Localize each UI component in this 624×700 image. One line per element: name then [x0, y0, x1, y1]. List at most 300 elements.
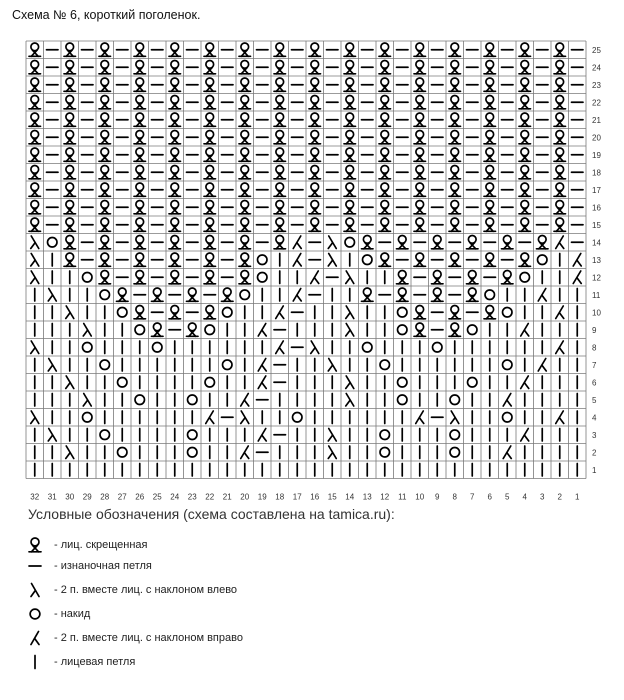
row-number-label: 8 — [592, 343, 597, 353]
stitch-twisted — [519, 131, 531, 144]
stitch-twisted — [519, 113, 531, 126]
column-number-label: 7 — [470, 492, 475, 500]
stitch-twisted — [134, 236, 146, 249]
stitch-yarn_over — [398, 378, 407, 387]
stitch-twisted — [64, 113, 76, 126]
stitch-twisted — [484, 96, 496, 109]
stitch-twisted — [64, 148, 76, 161]
column-number-label: 32 — [30, 492, 40, 500]
stitch-twisted — [274, 148, 286, 161]
stitch-twisted — [169, 218, 181, 231]
row-number-label: 22 — [592, 98, 601, 108]
stitch-dec_right — [556, 306, 564, 319]
stitch-yarn_over — [223, 308, 232, 317]
legend-item-purl — [26, 556, 152, 576]
stitch-twisted — [169, 306, 181, 319]
stitch-twisted — [414, 148, 426, 161]
stitch-twisted — [554, 183, 566, 196]
column-number-label: 1 — [575, 492, 580, 500]
stitch-dec_right — [521, 324, 529, 337]
stitch-twisted — [309, 166, 321, 179]
column-number-label: 2 — [557, 492, 562, 500]
stitch-dec_right — [293, 289, 301, 302]
stitch-twisted — [554, 148, 566, 161]
stitch-twisted — [274, 166, 286, 179]
stitch-dec_left — [451, 411, 459, 424]
stitch-twisted — [414, 253, 426, 266]
stitch-twisted — [169, 96, 181, 109]
column-number-label: 13 — [362, 492, 372, 500]
row-number-label: 12 — [592, 273, 601, 283]
column-number-label: 27 — [117, 492, 127, 500]
stitch-twisted — [414, 131, 426, 144]
stitch-twisted — [99, 61, 111, 74]
stitch-twisted — [362, 288, 374, 301]
row-number-label: 9 — [592, 325, 597, 335]
stitch-twisted — [449, 183, 461, 196]
column-number-label: 9 — [435, 492, 440, 500]
purl-stitch-icon — [26, 556, 44, 576]
stitch-twisted — [414, 78, 426, 91]
stitch-twisted — [99, 218, 111, 231]
stitch-twisted — [134, 183, 146, 196]
stitch-twisted — [414, 218, 426, 231]
stitch-twisted — [169, 253, 181, 266]
stitch-dec_right — [258, 429, 266, 442]
stitch-twisted — [239, 96, 251, 109]
stitch-twisted — [484, 166, 496, 179]
stitch-dec_right — [258, 359, 266, 372]
stitch-yarn_over — [223, 360, 232, 369]
stitch-dec_right — [521, 429, 529, 442]
stitch-twisted — [169, 236, 181, 249]
row-number-label: 24 — [592, 63, 601, 73]
stitch-twisted — [64, 201, 76, 214]
stitch-twisted — [414, 306, 426, 319]
stitch-twisted — [64, 236, 76, 249]
stitch-dec_right — [293, 236, 301, 249]
column-number-label: 23 — [187, 492, 197, 500]
stitch-twisted — [309, 78, 321, 91]
legend-text-dec-left: - 2 п. вместе лиц. с наклоном влево — [54, 584, 238, 596]
stitch-twisted — [64, 78, 76, 91]
stitch-yarn_over — [520, 273, 529, 282]
stitch-twisted — [274, 201, 286, 214]
stitch-dec_right — [241, 394, 249, 407]
stitch-twisted — [502, 236, 514, 249]
stitch-twisted — [484, 113, 496, 126]
stitch-twisted — [169, 183, 181, 196]
stitch-twisted — [239, 253, 251, 266]
stitch-twisted — [169, 43, 181, 56]
stitch-yarn_over — [205, 325, 214, 334]
stitch-yarn_over — [380, 430, 389, 439]
chart-row-4 — [31, 411, 578, 424]
stitch-yarn_over — [503, 413, 512, 422]
stitch-twisted — [519, 78, 531, 91]
stitch-dec_left — [66, 306, 74, 319]
stitch-twisted — [519, 218, 531, 231]
stitch-twisted — [344, 43, 356, 56]
stitch-twisted — [502, 271, 514, 284]
stitch-yarn_over — [48, 238, 57, 247]
stitch-twisted — [99, 96, 111, 109]
stitch-twisted — [414, 96, 426, 109]
stitch-yarn_over — [485, 290, 494, 299]
stitch-yarn_over — [188, 430, 197, 439]
stitch-twisted — [554, 166, 566, 179]
stitch-dec_right — [573, 271, 581, 284]
legend-item-dec-right — [26, 628, 243, 648]
column-number-label: 10 — [415, 492, 425, 500]
stitch-yarn_over — [240, 290, 249, 299]
column-number-label: 21 — [222, 492, 232, 500]
stitch-twisted — [169, 148, 181, 161]
stitch-twisted — [239, 236, 251, 249]
stitch-twisted — [29, 96, 41, 109]
stitch-twisted — [432, 236, 444, 249]
page-title: Схема № 6, короткий поголенок. — [12, 8, 201, 22]
stitch-twisted — [222, 288, 234, 301]
stitch-twisted — [344, 148, 356, 161]
stitch-twisted — [204, 271, 216, 284]
row-number-label: 20 — [592, 133, 601, 143]
stitch-dec_left — [48, 289, 56, 302]
stitch-twisted — [397, 288, 409, 301]
stitch-twisted — [169, 78, 181, 91]
stitch-twisted — [467, 271, 479, 284]
stitch-dec_right — [258, 376, 266, 389]
stitch-dec_left — [31, 254, 39, 267]
stitch-twisted — [239, 131, 251, 144]
stitch-twisted — [64, 61, 76, 74]
stitch-dec_left — [328, 446, 336, 459]
stitch-twisted — [519, 61, 531, 74]
stitch-yarn_over — [468, 325, 477, 334]
stitch-dec_right — [241, 446, 249, 459]
stitch-twisted — [239, 201, 251, 214]
stitch-twisted — [152, 323, 164, 336]
stitch-twisted — [344, 78, 356, 91]
stitch-twisted — [29, 201, 41, 214]
stitch-dec_left — [346, 376, 354, 389]
stitch-dec_left — [328, 236, 336, 249]
stitch-dec_left — [31, 411, 39, 424]
stitch-twisted — [414, 323, 426, 336]
stitch-twisted — [519, 166, 531, 179]
stitch-dec_right — [503, 394, 511, 407]
stitch-twisted — [344, 166, 356, 179]
stitch-twisted — [519, 201, 531, 214]
stitch-twisted — [117, 288, 129, 301]
row-number-label: 19 — [592, 150, 601, 160]
stitch-dec_right — [293, 254, 301, 267]
row-number-label: 3 — [592, 430, 597, 440]
stitch-twisted — [29, 218, 41, 231]
stitch-twisted — [169, 131, 181, 144]
column-number-label: 22 — [205, 492, 215, 500]
stitch-twisted — [379, 148, 391, 161]
stitch-twisted — [309, 201, 321, 214]
stitch-dec_right — [538, 359, 546, 372]
stitch-dec_left — [83, 394, 91, 407]
stitch-twisted — [169, 271, 181, 284]
stitch-yarn_over — [345, 238, 354, 247]
stitch-twisted — [379, 183, 391, 196]
stitch-twisted — [187, 323, 199, 336]
stitch-twisted — [449, 218, 461, 231]
stitch-twisted — [449, 253, 461, 266]
stitch-yarn_over — [118, 378, 127, 387]
stitch-yarn_over — [153, 343, 162, 352]
stitch-twisted — [414, 61, 426, 74]
stitch-dec_left — [66, 446, 74, 459]
stitch-twisted — [484, 43, 496, 56]
row-number-label: 23 — [592, 80, 601, 90]
column-number-label: 4 — [522, 492, 527, 500]
stitch-twisted — [467, 236, 479, 249]
stitch-twisted — [484, 201, 496, 214]
stitch-twisted — [344, 131, 356, 144]
stitch-twisted — [64, 131, 76, 144]
stitch-yarn_over — [538, 255, 547, 264]
stitch-yarn_over — [188, 395, 197, 404]
stitch-dec_left — [311, 341, 319, 354]
stitch-twisted — [554, 96, 566, 109]
column-number-label: 11 — [398, 492, 407, 500]
stitch-twisted — [204, 148, 216, 161]
stitch-twisted — [204, 96, 216, 109]
stitch-twisted — [449, 201, 461, 214]
stitch-twisted — [134, 218, 146, 231]
stitch-yarn_over — [363, 343, 372, 352]
stitch-dec_right — [276, 306, 284, 319]
stitch-yarn_over — [398, 325, 407, 334]
stitch-twisted — [99, 201, 111, 214]
stitch-dec_left — [346, 394, 354, 407]
stitch-twisted — [379, 201, 391, 214]
stitch-twisted — [64, 43, 76, 56]
stitch-yarn_over — [450, 430, 459, 439]
legend-item-yarn-over — [26, 604, 90, 624]
column-number-label: 16 — [310, 492, 320, 500]
stitch-twisted — [99, 253, 111, 266]
stitch-twisted — [484, 131, 496, 144]
stitch-twisted — [274, 113, 286, 126]
yarn-over-icon — [26, 604, 44, 624]
stitch-twisted — [204, 236, 216, 249]
stitch-yarn_over — [100, 360, 109, 369]
stitch-twisted — [239, 43, 251, 56]
column-number-label: 3 — [540, 492, 545, 500]
column-number-label: 19 — [257, 492, 267, 500]
stitch-twisted — [554, 218, 566, 231]
stitch-twisted — [379, 43, 391, 56]
stitch-dec_right — [556, 411, 564, 424]
stitch-twisted — [554, 43, 566, 56]
stitch-dec_right — [206, 411, 214, 424]
stitch-twisted — [204, 253, 216, 266]
stitch-dec_left — [66, 376, 74, 389]
stitch-twisted — [169, 201, 181, 214]
stitch-twisted — [29, 183, 41, 196]
stitch-twisted — [309, 218, 321, 231]
stitch-dec_left — [241, 411, 249, 424]
stitch-twisted — [99, 271, 111, 284]
twisted-stitch-icon — [26, 535, 44, 555]
stitch-twisted — [239, 218, 251, 231]
stitch-twisted — [344, 113, 356, 126]
row-number-label: 5 — [592, 395, 597, 405]
stitch-twisted — [134, 271, 146, 284]
stitch-twisted — [274, 61, 286, 74]
stitch-dec_left — [328, 254, 336, 267]
stitch-twisted — [204, 131, 216, 144]
stitch-twisted — [379, 96, 391, 109]
stitch-twisted — [379, 113, 391, 126]
stitch-twisted — [449, 131, 461, 144]
stitch-dec_right — [258, 324, 266, 337]
stitch-dec_right — [538, 289, 546, 302]
stitch-twisted — [204, 218, 216, 231]
column-number-label: 17 — [292, 492, 302, 500]
stitch-twisted — [239, 271, 251, 284]
stitch-twisted — [467, 288, 479, 301]
stitch-twisted — [449, 78, 461, 91]
stitch-twisted — [274, 236, 286, 249]
stitch-twisted — [309, 183, 321, 196]
stitch-twisted — [64, 183, 76, 196]
column-number-label: 12 — [380, 492, 390, 500]
stitch-yarn_over — [188, 448, 197, 457]
stitch-twisted — [414, 183, 426, 196]
legend-text-knit: - лицевая петля — [54, 656, 136, 668]
row-number-label: 16 — [592, 203, 601, 213]
stitch-twisted — [274, 78, 286, 91]
column-number-label: 25 — [152, 492, 162, 500]
stitch-yarn_over — [450, 395, 459, 404]
knit-stitch-icon — [26, 652, 44, 672]
legend-title: Условные обозначения (схема составлена на tamica.ru): — [28, 506, 395, 522]
stitch-twisted — [432, 288, 444, 301]
stitch-twisted — [449, 148, 461, 161]
stitch-twisted — [414, 201, 426, 214]
stitch-twisted — [169, 113, 181, 126]
stitch-twisted — [414, 166, 426, 179]
stitch-twisted — [134, 96, 146, 109]
stitch-twisted — [29, 61, 41, 74]
stitch-twisted — [449, 113, 461, 126]
stitch-twisted — [484, 148, 496, 161]
stitch-twisted — [309, 131, 321, 144]
stitch-twisted — [134, 43, 146, 56]
stitch-twisted — [99, 131, 111, 144]
stitch-twisted — [29, 78, 41, 91]
row-number-label: 11 — [592, 290, 601, 300]
stitch-twisted — [432, 271, 444, 284]
stitch-twisted — [99, 183, 111, 196]
stitch-dec_right — [573, 254, 581, 267]
stitch-dec_right — [556, 236, 564, 249]
stitch-dec_right — [311, 271, 319, 284]
decrease-right-icon — [26, 628, 44, 648]
stitch-twisted — [99, 166, 111, 179]
row-number-label: 2 — [592, 448, 597, 458]
stitch-yarn_over — [100, 430, 109, 439]
stitch-yarn_over — [83, 343, 92, 352]
row-number-label: 17 — [592, 185, 601, 195]
row-number-label: 7 — [592, 360, 597, 370]
stitch-dec_right — [521, 376, 529, 389]
stitch-twisted — [484, 218, 496, 231]
stitch-twisted — [134, 113, 146, 126]
stitch-dec_left — [346, 324, 354, 337]
stitch-dec_left — [328, 359, 336, 372]
stitch-twisted — [134, 131, 146, 144]
stitch-twisted — [344, 201, 356, 214]
legend-text-dec-right: - 2 п. вместе лиц. с наклоном вправо — [54, 632, 243, 644]
row-number-label: 15 — [592, 220, 601, 230]
legend-item-dec-left — [26, 580, 237, 600]
stitch-twisted — [134, 306, 146, 319]
stitch-twisted — [554, 78, 566, 91]
stitch-twisted — [152, 288, 164, 301]
stitch-twisted — [554, 61, 566, 74]
stitch-twisted — [362, 236, 374, 249]
stitch-twisted — [64, 218, 76, 231]
stitch-twisted — [309, 61, 321, 74]
stitch-twisted — [309, 96, 321, 109]
stitch-twisted — [29, 131, 41, 144]
stitch-twisted — [449, 323, 461, 336]
chart-row-8 — [31, 341, 578, 354]
stitch-twisted — [449, 166, 461, 179]
stitch-yarn_over — [468, 378, 477, 387]
stitch-dec_right — [503, 446, 511, 459]
stitch-twisted — [29, 166, 41, 179]
row-number-label: 25 — [592, 45, 601, 55]
column-number-label: 14 — [345, 492, 355, 500]
stitch-twisted — [204, 201, 216, 214]
stitch-dec_right — [556, 341, 564, 354]
legend-text-purl: - изнаночная петля — [54, 560, 152, 572]
stitch-twisted — [379, 78, 391, 91]
column-number-label: 26 — [135, 492, 145, 500]
stitch-twisted — [379, 61, 391, 74]
stitch-yarn_over — [118, 308, 127, 317]
stitch-yarn_over — [293, 413, 302, 422]
column-number-label: 30 — [65, 492, 75, 500]
column-number-label: 5 — [505, 492, 510, 500]
stitch-twisted — [449, 43, 461, 56]
stitch-twisted — [449, 306, 461, 319]
stitch-yarn_over — [433, 343, 442, 352]
stitch-twisted — [519, 148, 531, 161]
stitch-twisted — [204, 166, 216, 179]
stitch-dec_left — [346, 306, 354, 319]
legend-text-yarn-over: - накид — [54, 608, 91, 620]
stitch-yarn_over — [503, 360, 512, 369]
legend-text-twisted: - лиц. скрещенная — [54, 539, 148, 551]
stitch-twisted — [204, 183, 216, 196]
stitch-twisted — [204, 113, 216, 126]
stitch-yarn_over — [118, 448, 127, 457]
stitch-twisted — [64, 253, 76, 266]
stitch-twisted — [519, 96, 531, 109]
row-number-label: 10 — [592, 308, 601, 318]
stitch-yarn_over — [398, 308, 407, 317]
stitch-twisted — [274, 218, 286, 231]
